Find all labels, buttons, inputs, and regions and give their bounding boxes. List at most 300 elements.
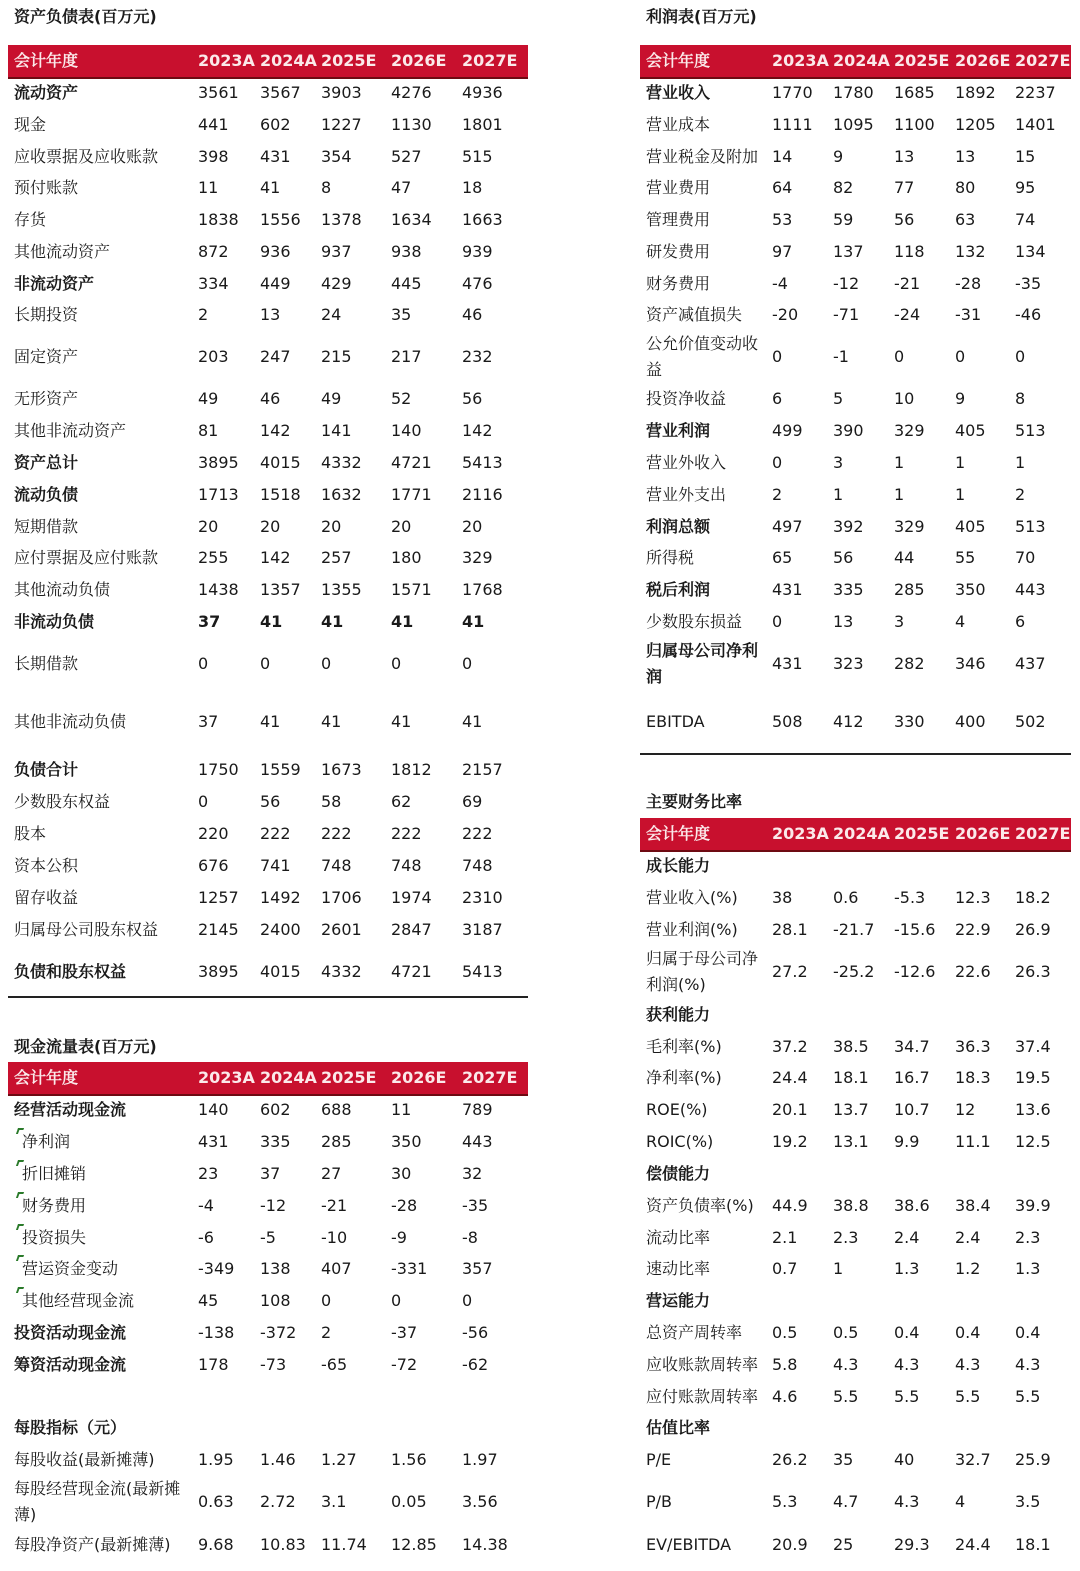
row-value: -28 — [955, 274, 982, 293]
row-value: 329 — [894, 517, 925, 536]
row-value: 77 — [894, 178, 915, 197]
row-value: 11 — [391, 1100, 412, 1119]
table-row — [640, 1349, 1071, 1381]
row-value: 20.1 — [772, 1100, 808, 1119]
row-value: 4015 — [260, 453, 301, 472]
row-value: 59 — [833, 210, 854, 229]
row-value: 5.5 — [894, 1387, 920, 1406]
row-value: 334 — [198, 274, 229, 293]
row-label: 净利润 — [22, 1132, 71, 1151]
row-value: 4.3 — [894, 1355, 920, 1374]
row-value: 0 — [198, 792, 209, 811]
row-value: 220 — [198, 824, 229, 843]
row-value: 142 — [260, 548, 291, 567]
row-value: 41 — [462, 612, 485, 631]
row-value: 20 — [321, 517, 342, 536]
row-value: 37.2 — [772, 1037, 808, 1056]
row-value: 4015 — [260, 962, 301, 981]
row-value: 41 — [391, 712, 412, 731]
row-value: 412 — [833, 712, 864, 731]
row-value: 392 — [833, 517, 864, 536]
row-value: 255 — [198, 548, 229, 567]
row-value: 64 — [772, 178, 793, 197]
row-value: 513 — [1015, 421, 1046, 440]
row-value: 939 — [462, 242, 493, 261]
row-value: 3903 — [321, 83, 362, 102]
row-value: 12.5 — [1015, 1132, 1051, 1151]
row-value: 1634 — [391, 210, 432, 229]
table-row — [8, 1190, 528, 1222]
header-year: 2027E — [462, 51, 518, 70]
row-value: 443 — [462, 1132, 493, 1151]
row-value: 0.63 — [198, 1492, 234, 1511]
row-value: 285 — [894, 580, 925, 599]
row-value: 25.9 — [1015, 1450, 1051, 1469]
row-value: 23 — [198, 1164, 219, 1183]
row-label: 资产负债率(%) — [646, 1196, 754, 1215]
row-value: 18.1 — [833, 1068, 869, 1087]
row-value: 1673 — [321, 760, 362, 779]
row-value: 12.85 — [391, 1535, 437, 1554]
row-value: 335 — [833, 580, 864, 599]
row-label: 每股经营现金流(最新摊薄) — [14, 1479, 181, 1524]
row-value: 203 — [198, 347, 229, 366]
header-year: 2027E — [1015, 51, 1071, 70]
row-value: -349 — [198, 1259, 235, 1278]
row-label: 投资损失 — [22, 1228, 87, 1247]
row-label: P/B — [646, 1492, 673, 1511]
header-year: 2024A — [833, 51, 890, 70]
row-label: 无形资产 — [14, 389, 79, 408]
row-value: 2116 — [462, 485, 503, 504]
table-row — [8, 1253, 528, 1285]
row-value: 1780 — [833, 83, 874, 102]
table-row — [640, 696, 1071, 748]
row-label: 其他非流动负债 — [14, 712, 127, 731]
header-year: 2023A — [198, 1068, 255, 1087]
row-value: 1.3 — [1015, 1259, 1041, 1278]
row-value: 1 — [833, 485, 844, 504]
row-value: 329 — [894, 421, 925, 440]
row-label: 长期投资 — [14, 305, 79, 324]
row-value: 142 — [462, 421, 493, 440]
row-value: 65 — [772, 548, 793, 567]
row-label: ROE(%) — [646, 1100, 708, 1119]
row-value: -15.6 — [894, 920, 936, 939]
row-label: 应付账款周转率 — [646, 1387, 759, 1406]
row-label: 毛利率(%) — [646, 1037, 722, 1056]
row-value: 44.9 — [772, 1196, 808, 1215]
row-value: 527 — [391, 147, 422, 166]
row-label: 负债合计 — [14, 760, 79, 779]
row-value: 10 — [894, 389, 915, 408]
row-value: 19.5 — [1015, 1068, 1051, 1087]
table-row — [8, 946, 528, 998]
row-value: 35 — [391, 305, 412, 324]
row-value: 748 — [321, 856, 352, 875]
row-value: -46 — [1015, 305, 1042, 324]
row-value: 476 — [462, 274, 493, 293]
row-label: 营业费用 — [646, 178, 711, 197]
row-value: 38.5 — [833, 1037, 869, 1056]
table-row — [640, 1126, 1071, 1158]
row-label: 留存收益 — [14, 888, 79, 907]
row-value: 0.4 — [955, 1323, 981, 1342]
row-value: 515 — [462, 147, 493, 166]
row-value: 18.2 — [1015, 888, 1051, 907]
row-value: 46 — [260, 389, 281, 408]
row-value: 1801 — [462, 115, 503, 134]
row-label: 非流动资产 — [14, 274, 95, 293]
row-value: 6 — [772, 389, 783, 408]
row-value: 497 — [772, 517, 803, 536]
row-value: 222 — [321, 824, 352, 843]
row-value: 222 — [462, 824, 493, 843]
row-value: 1556 — [260, 210, 301, 229]
row-value: -10 — [321, 1228, 348, 1247]
row-label: 资本公积 — [14, 856, 79, 875]
row-value: 2.1 — [772, 1228, 798, 1247]
row-value: 431 — [260, 147, 291, 166]
row-value: 132 — [955, 242, 986, 261]
row-value: 748 — [462, 856, 493, 875]
row-value: 137 — [833, 242, 864, 261]
row-label: 营运能力 — [646, 1291, 711, 1310]
row-value: 56 — [894, 210, 915, 229]
table-row — [8, 236, 528, 268]
row-value: 11.74 — [321, 1535, 367, 1554]
row-value: 27.2 — [772, 962, 808, 981]
row-value: 390 — [833, 421, 864, 440]
row-value: 0 — [321, 654, 332, 673]
row-value: 6 — [1015, 612, 1026, 631]
row-value: 69 — [462, 792, 483, 811]
row-value: 1 — [894, 485, 905, 504]
row-value: 354 — [321, 147, 352, 166]
row-value: 138 — [260, 1259, 291, 1278]
row-value: 18.1 — [1015, 1535, 1051, 1554]
row-value: 329 — [462, 548, 493, 567]
row-value: 5.5 — [1015, 1387, 1041, 1406]
row-value: 56 — [833, 548, 854, 567]
row-value: -4 — [772, 274, 788, 293]
row-label: 现金 — [14, 115, 47, 134]
table-row — [640, 1190, 1071, 1222]
row-value: 140 — [391, 421, 422, 440]
row-value: 398 — [198, 147, 229, 166]
row-label: 营业利润(%) — [646, 920, 738, 939]
row-value: 1438 — [198, 580, 239, 599]
row-value: -6 — [198, 1228, 214, 1247]
row-value: 141 — [321, 421, 352, 440]
row-value: 2.3 — [833, 1228, 859, 1247]
row-value: 41 — [260, 612, 283, 631]
row-value: 13.6 — [1015, 1100, 1051, 1119]
row-value: 0 — [321, 1291, 332, 1310]
header-label: 会计年度 — [14, 1068, 79, 1087]
header-year: 2023A — [772, 824, 829, 843]
row-value: 74 — [1015, 210, 1036, 229]
row-value: 26.2 — [772, 1450, 808, 1469]
row-value: 688 — [321, 1100, 352, 1119]
row-value: 1 — [894, 453, 905, 472]
row-value: 1892 — [955, 83, 996, 102]
row-label: 总资产周转率 — [646, 1323, 743, 1342]
row-value: 0 — [462, 654, 473, 673]
row-value: 2237 — [1015, 83, 1056, 102]
row-value: -331 — [391, 1259, 428, 1278]
row-value: 2.4 — [894, 1228, 920, 1247]
row-value: 1.56 — [391, 1450, 427, 1469]
row-value: 81 — [198, 421, 219, 440]
row-label: 获利能力 — [646, 1005, 711, 1024]
header-year: 2025E — [894, 51, 950, 70]
row-value: 38.8 — [833, 1196, 869, 1215]
header-label: 会计年度 — [646, 824, 711, 843]
row-value: 1.2 — [955, 1259, 981, 1278]
table-row — [8, 1317, 528, 1349]
row-value: 1 — [1015, 453, 1026, 472]
row-value: 13 — [260, 305, 281, 324]
row-value: 2.4 — [955, 1228, 981, 1247]
table-row — [8, 696, 528, 748]
row-label: EBITDA — [646, 712, 705, 731]
row-value: 34.7 — [894, 1037, 930, 1056]
table-row — [640, 1317, 1071, 1349]
row-value: 1771 — [391, 485, 432, 504]
table-row — [640, 447, 1071, 479]
row-value: 429 — [321, 274, 352, 293]
row-value: 0 — [955, 347, 966, 366]
row-value: 0.6 — [833, 888, 859, 907]
row-label: 归属于母公司净利润(%) — [646, 949, 759, 994]
row-value: 32 — [462, 1164, 483, 1183]
row-value: 24.4 — [955, 1535, 991, 1554]
table-row — [8, 542, 528, 574]
income_statement-title: 利润表(百万元) — [646, 7, 757, 26]
row-value: 18.3 — [955, 1068, 991, 1087]
row-value: 350 — [391, 1132, 422, 1151]
row-label: 少数股东损益 — [646, 612, 743, 631]
row-value: 41 — [321, 712, 342, 731]
row-value: 24 — [321, 305, 342, 324]
row-value: 4332 — [321, 962, 362, 981]
cash_flow-header-row — [8, 1062, 528, 1096]
row-value: 178 — [198, 1355, 229, 1374]
row-label: 利润总额 — [646, 517, 711, 536]
row-value: 13 — [955, 147, 976, 166]
row-label: 估值比率 — [646, 1418, 711, 1437]
row-value: 41 — [260, 712, 281, 731]
row-value: 0.7 — [772, 1259, 798, 1278]
row-value: 407 — [321, 1259, 352, 1278]
row-value: 134 — [1015, 242, 1046, 261]
row-value: 11 — [198, 178, 219, 197]
table-row — [640, 1285, 1071, 1317]
row-value: 0 — [894, 347, 905, 366]
row-value: 80 — [955, 178, 976, 197]
row-label: 营业外支出 — [646, 485, 727, 504]
row-value: 39.9 — [1015, 1196, 1051, 1215]
table-row — [640, 850, 1071, 882]
header-year: 2024A — [833, 824, 890, 843]
row-label: 税后利润 — [646, 580, 711, 599]
row-value: 1838 — [198, 210, 239, 229]
row-value: 282 — [894, 654, 925, 673]
row-value: 58 — [321, 792, 342, 811]
header-year: 2026E — [391, 51, 447, 70]
row-value: 41 — [321, 612, 344, 631]
row-value: 357 — [462, 1259, 493, 1278]
row-value: -8 — [462, 1228, 478, 1247]
row-value: 37 — [260, 1164, 281, 1183]
row-value: -73 — [260, 1355, 287, 1374]
row-value: 38 — [772, 888, 793, 907]
row-value: 1 — [955, 485, 966, 504]
row-value: 108 — [260, 1291, 291, 1310]
row-value: 25 — [833, 1535, 854, 1554]
row-value: 2 — [772, 485, 783, 504]
row-value: 3567 — [260, 83, 301, 102]
row-value: 20 — [391, 517, 412, 536]
row-label: 负债和股东权益 — [14, 962, 127, 981]
row-value: 28.1 — [772, 920, 808, 939]
row-label: 归属母公司净利润 — [646, 641, 759, 686]
header-year: 2025E — [321, 1068, 377, 1087]
table-row — [8, 77, 528, 109]
row-value: 24.4 — [772, 1068, 808, 1087]
row-value: 1663 — [462, 210, 503, 229]
row-value: 37 — [198, 712, 219, 731]
balance_sheet-header-row — [8, 45, 528, 79]
table-row — [8, 818, 528, 850]
row-label: 其他非流动资产 — [14, 421, 127, 440]
table-row — [8, 1126, 528, 1158]
row-value: 1355 — [321, 580, 362, 599]
row-label: 成长能力 — [646, 856, 711, 875]
row-value: 1401 — [1015, 115, 1056, 134]
row-value: -12 — [260, 1196, 287, 1215]
table-row — [8, 638, 528, 690]
row-value: 937 — [321, 242, 352, 261]
header-year: 2026E — [955, 51, 1011, 70]
table-row — [640, 1222, 1071, 1254]
row-label: 少数股东权益 — [14, 792, 111, 811]
row-value: 4332 — [321, 453, 362, 472]
row-value: -35 — [1015, 274, 1042, 293]
row-value: 41 — [462, 712, 483, 731]
row-value: 1.3 — [894, 1259, 920, 1278]
row-label: 营业收入(%) — [646, 888, 738, 907]
row-value: 3561 — [198, 83, 239, 102]
row-label: 财务费用 — [646, 274, 711, 293]
row-label: 归属母公司股东权益 — [14, 920, 159, 939]
table-row — [8, 204, 528, 236]
row-value: 30 — [391, 1164, 412, 1183]
row-value: 2.72 — [260, 1492, 296, 1511]
row-value: 37 — [198, 612, 221, 631]
table-row — [8, 1094, 528, 1126]
table-row — [8, 172, 528, 204]
row-value: 2847 — [391, 920, 432, 939]
row-value: 1632 — [321, 485, 362, 504]
row-label: 其他经营现金流 — [22, 1291, 135, 1310]
row-value: 257 — [321, 548, 352, 567]
row-value: 14 — [772, 147, 793, 166]
row-value: 1559 — [260, 760, 301, 779]
row-value: 5.3 — [772, 1492, 798, 1511]
row-label: 筹资活动现金流 — [14, 1355, 127, 1374]
row-value: 1706 — [321, 888, 362, 907]
row-value: 5.5 — [833, 1387, 859, 1406]
row-label: 短期借款 — [14, 517, 79, 536]
row-value: 55 — [955, 548, 976, 567]
row-value: 0 — [391, 1291, 402, 1310]
row-label: 净利率(%) — [646, 1068, 722, 1087]
row-value: 45 — [198, 1291, 219, 1310]
row-value: 3895 — [198, 962, 239, 981]
row-value: 37.4 — [1015, 1037, 1051, 1056]
divider — [8, 996, 528, 998]
row-value: 602 — [260, 1100, 291, 1119]
row-value: 3 — [894, 612, 905, 631]
table-row — [640, 1094, 1071, 1126]
row-value: 2601 — [321, 920, 362, 939]
row-value: -25.2 — [833, 962, 875, 981]
row-value: 4 — [955, 612, 966, 631]
row-value: 180 — [391, 548, 422, 567]
row-value: 0 — [772, 612, 783, 631]
row-value: 222 — [260, 824, 291, 843]
row-label: 经营活动现金流 — [14, 1100, 127, 1119]
table-row — [8, 479, 528, 511]
table-row — [8, 1519, 528, 1571]
row-value: -21.7 — [833, 920, 875, 939]
row-label: 长期借款 — [14, 654, 79, 673]
table-row — [640, 415, 1071, 447]
table-row — [640, 542, 1071, 574]
row-value: 330 — [894, 712, 925, 731]
row-value: 4.6 — [772, 1387, 798, 1406]
row-label: 研发费用 — [646, 242, 711, 261]
row-value: 13 — [833, 612, 854, 631]
row-value: -1 — [833, 347, 849, 366]
row-label: 每股收益(最新摊薄) — [14, 1450, 155, 1469]
row-value: 19.2 — [772, 1132, 808, 1151]
row-value: 431 — [772, 654, 803, 673]
row-value: 14.38 — [462, 1535, 508, 1554]
row-value: 676 — [198, 856, 229, 875]
row-label: 营业收入 — [646, 83, 711, 102]
row-value: 443 — [1015, 580, 1046, 599]
row-value: 12 — [955, 1100, 976, 1119]
row-value: 872 — [198, 242, 229, 261]
row-value: 1492 — [260, 888, 301, 907]
row-value: 22.9 — [955, 920, 991, 939]
row-value: 1.27 — [321, 1450, 357, 1469]
table-row — [640, 236, 1071, 268]
income_statement-header-row — [640, 45, 1071, 79]
row-value: -138 — [198, 1323, 235, 1342]
row-value: 1357 — [260, 580, 301, 599]
row-label: 每股净资产(最新摊薄) — [14, 1535, 171, 1554]
row-value: 350 — [955, 580, 986, 599]
table-row — [8, 1349, 528, 1381]
row-value: 18 — [462, 178, 483, 197]
row-value: 27 — [321, 1164, 342, 1183]
row-value: 2310 — [462, 888, 503, 907]
row-value: 20 — [260, 517, 281, 536]
